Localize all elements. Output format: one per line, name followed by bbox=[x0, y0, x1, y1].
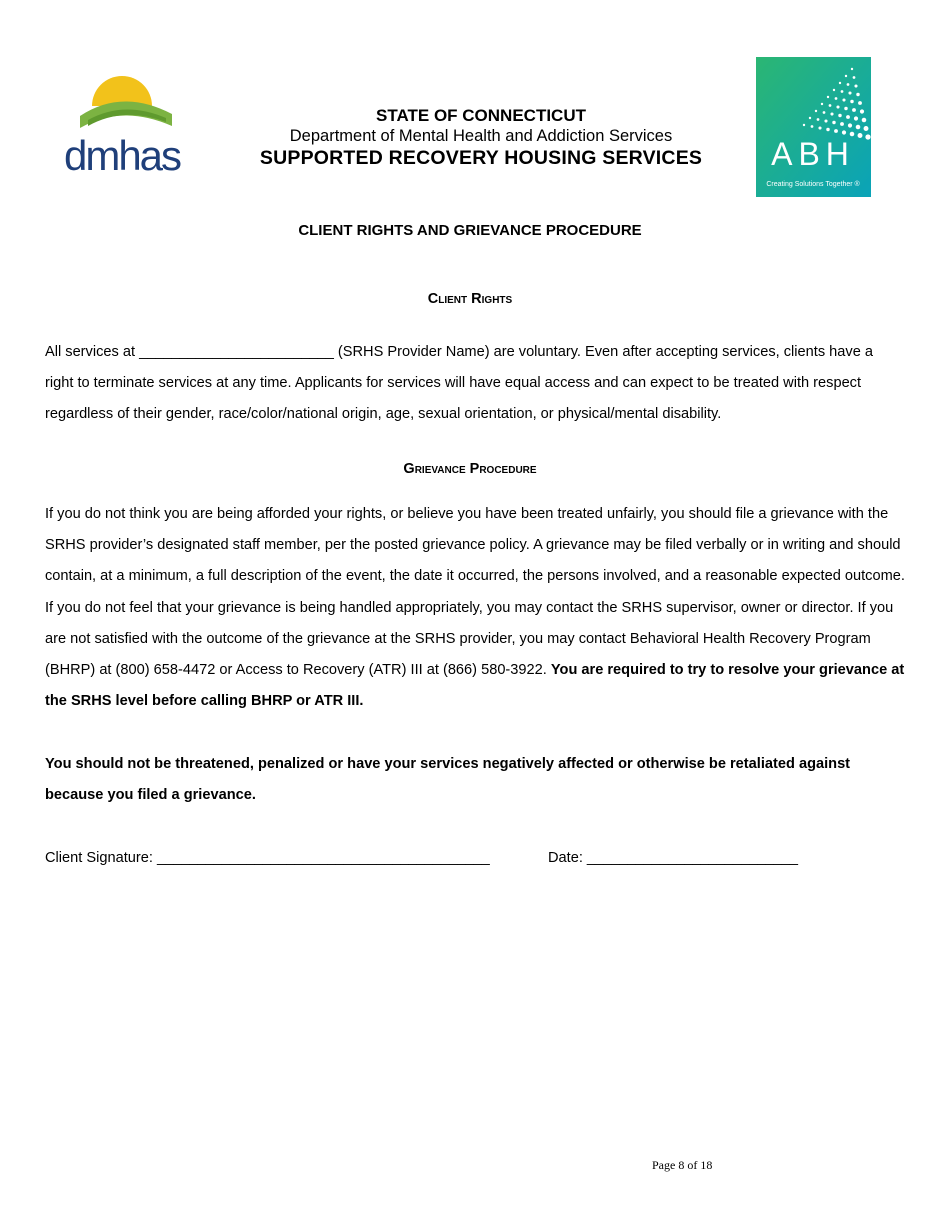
dmhas-logo bbox=[62, 70, 182, 176]
grievance-body: If you do not think you are being afforded your rights, or believe you have been treated unfairly, you should file a grievance with the SRHS provider’s designated staff member, per the posted grievance policy. A grievance may be filed verbally or in writing and should contain, at a minimum, a full description of the event, the date it occurred, the persons involved, and a reasonable expected outcome. If you do not feel that your grievance is being handled appropriately, you may contact the SRHS supervisor, owner or director. If you are not satisfied with the outcome of the grievance at the SRHS provider, you may contact Behavioral Health Recovery Program (BHRP) at (800) 658-4472 or Access to Recovery (ATR) III at (866) 580-3922. bbox=[45, 506, 905, 679]
abh-dot bbox=[848, 123, 852, 127]
abh-dot bbox=[851, 68, 853, 70]
signature-row bbox=[45, 846, 905, 870]
abh-dot bbox=[835, 97, 838, 100]
abh-dot bbox=[862, 118, 867, 123]
abh-dot bbox=[826, 128, 829, 131]
abh-dot bbox=[856, 93, 859, 96]
grievance-heading: Grievance Procedure bbox=[403, 461, 537, 477]
abh-dot bbox=[854, 84, 857, 87]
client-signature-line[interactable]: Client Signature: _________________________________________ bbox=[45, 850, 490, 866]
svg-text:ABH: ABH bbox=[771, 136, 855, 172]
client-rights-text: All services at ________________________ (SRHS Provider Name) are voluntary. Even after accepting services, clients have a right to terminate services at any time. Applicants for services will have equal access and can expect to be treated with respect regardless of their gender, race/color/national origin, age, sexual orientation, or physical/mental disability. bbox=[45, 344, 873, 423]
abh-dot bbox=[833, 89, 835, 91]
page-number: Page 8 of 18 bbox=[652, 1158, 713, 1172]
abh-dot bbox=[824, 119, 827, 122]
abh-dot bbox=[827, 96, 829, 98]
abh-dot bbox=[839, 82, 841, 84]
abh-dot bbox=[853, 76, 856, 79]
abh-dot bbox=[818, 126, 821, 129]
abh-dot bbox=[856, 125, 861, 130]
abh-dot bbox=[845, 75, 847, 77]
date-line[interactable]: Date: __________________________ bbox=[548, 850, 798, 866]
abh-dot bbox=[838, 114, 841, 117]
abh-dot bbox=[842, 98, 845, 101]
abh-dot bbox=[846, 115, 850, 119]
abh-dot bbox=[852, 108, 856, 112]
state-title: STATE OF CONNECTICUT bbox=[376, 106, 586, 125]
department-name: Department of Mental Health and Addiction Services bbox=[289, 127, 673, 145]
svg-text:Creating Solutions Together ®: Creating Solutions Together ® bbox=[766, 181, 860, 188]
abh-dot bbox=[811, 125, 814, 128]
abh-dot bbox=[803, 124, 805, 126]
abh-dot bbox=[836, 105, 839, 108]
abh-dot bbox=[864, 126, 869, 131]
abh-dot bbox=[832, 121, 835, 124]
abh-dot bbox=[841, 90, 844, 93]
abh-dot bbox=[830, 112, 833, 115]
abh-dot bbox=[844, 107, 847, 110]
abh-dot bbox=[829, 104, 832, 107]
document-title: CLIENT RIGHTS AND GRIEVANCE PROCEDURE bbox=[298, 222, 642, 239]
abh-dot bbox=[821, 103, 823, 105]
document-header bbox=[230, 106, 732, 170]
abh-dot bbox=[858, 101, 862, 105]
abh-logo bbox=[756, 57, 871, 197]
abh-dot bbox=[815, 110, 817, 112]
retaliation-notice: You should not be threatened, penalized or have your services negatively affected or otherwise be retaliated against because you filed a grievance. bbox=[45, 756, 851, 804]
abh-dot bbox=[834, 129, 838, 133]
abh-dot bbox=[860, 109, 864, 113]
abh-dot bbox=[850, 100, 853, 103]
abh-dot bbox=[840, 122, 844, 126]
abh-dot bbox=[823, 111, 826, 114]
abh-dot bbox=[847, 83, 850, 86]
abh-dot bbox=[858, 133, 863, 138]
grievance-text bbox=[45, 499, 905, 717]
abh-dot bbox=[842, 130, 846, 134]
abh-dot bbox=[848, 91, 851, 94]
abh-dot bbox=[817, 118, 820, 121]
abh-dot bbox=[809, 117, 811, 119]
client-rights-heading: Client Rights bbox=[427, 291, 513, 307]
program-title: SUPPORTED RECOVERY HOUSING SERVICES bbox=[259, 147, 703, 169]
abh-dot bbox=[854, 116, 858, 120]
grievance-requirement: You are required to try to resolve your grievance at the SRHS level before calling BHRP or ATR III. bbox=[45, 662, 905, 710]
abh-dot bbox=[865, 134, 870, 139]
svg-text:dmhas: dmhas bbox=[63, 132, 181, 176]
